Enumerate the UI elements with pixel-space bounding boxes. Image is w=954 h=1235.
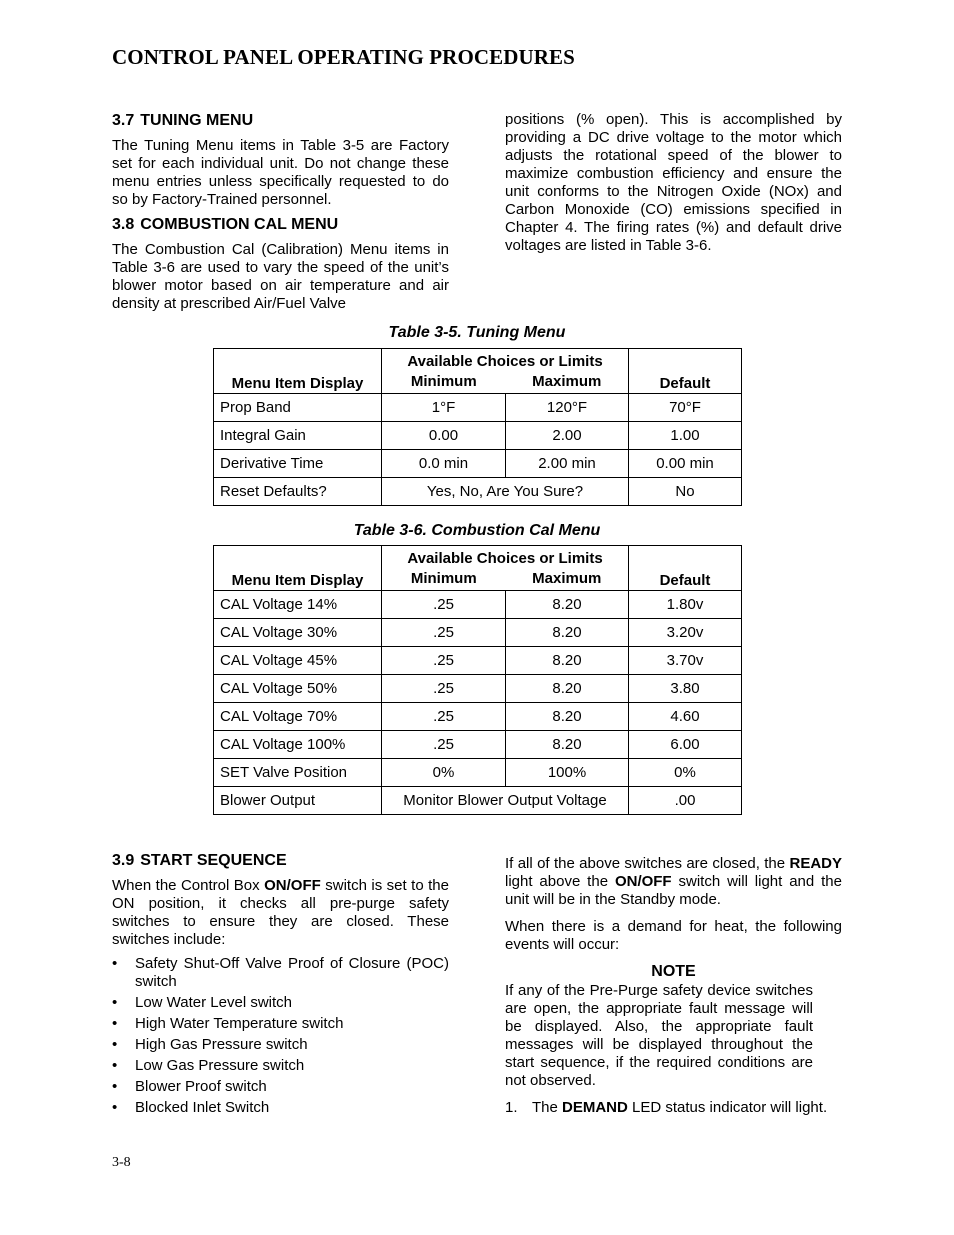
list-item: • High Gas Pressure switch (112, 1036, 308, 1053)
demand-paragraph: When there is a demand for heat, the following events will occur: (505, 918, 842, 953)
switch-list (112, 955, 449, 1117)
col-header-item: Menu Item Display (214, 349, 382, 394)
tuning-menu-table (213, 348, 742, 506)
table-row: CAL Voltage 45% .25 8.20 3.70v (214, 647, 742, 675)
table-row: CAL Voltage 30% .25 8.20 3.20v (214, 619, 742, 647)
ready-paragraph: If all of the above switches are closed, the READY light above the ON/OFF switch will light and the unit will be in the Standby mode. (505, 855, 842, 908)
list-item: • Low Water Level switch (112, 994, 293, 1011)
combustion-cal-table (213, 545, 742, 815)
table-row: CAL Voltage 100% .25 8.20 6.00 (214, 731, 742, 759)
table-row: CAL Voltage 14% .25 8.20 1.80v (214, 591, 742, 619)
section-3-7-heading: 3.7 TUNING MENU (112, 112, 254, 129)
col-header-group: Available Choices or Limits (382, 546, 629, 569)
left-column-top (112, 111, 449, 319)
note-title: NOTE (651, 963, 696, 980)
left-column-bottom (112, 851, 449, 1120)
col-header-group: Available Choices or Limits (382, 349, 629, 372)
list-item: • Safety Shut-Off Valve Proof of Closure (POC) switch (112, 955, 449, 990)
table-row: CAL Voltage 50% .25 8.20 3.80 (214, 675, 742, 703)
col-header-default: Default (629, 349, 742, 394)
col-header-max: Maximum (506, 371, 629, 394)
table-row: SET Valve Position 0% 100% 0% (214, 759, 742, 787)
section-3-9-heading: 3.9 START SEQUENCE (112, 852, 287, 869)
table-row: Blower Output Monitor Blower Output Voltage .00 (214, 787, 742, 815)
col-header-item: Menu Item Display (214, 546, 382, 591)
list-item: • Low Gas Pressure switch (112, 1057, 305, 1074)
right-column-bottom (505, 855, 842, 1123)
section-3-8-heading: 3.8 COMBUSTION CAL MENU (112, 216, 339, 233)
table-row: Integral Gain 0.00 2.00 1.00 (214, 422, 742, 450)
step-1: 1. The DEMAND LED status indicator will light. (505, 1099, 828, 1116)
table-row: Reset Defaults? Yes, No, Are You Sure? No (214, 478, 742, 506)
section-3-9-intro: When the Control Box ON/OFF switch is set to the ON position, it checks all pre-purge safety switches to ensure they are closed. These switches include: (112, 877, 449, 948)
table-row: Derivative Time 0.0 min 2.00 min 0.00 min (214, 450, 742, 478)
col-header-max: Maximum (506, 568, 629, 591)
table-row: CAL Voltage 70% .25 8.20 4.60 (214, 703, 742, 731)
section-3-7-body: The Tuning Menu items in Table 3-5 are Factory set for each individual unit. Do not change these menu entries unless specifically requested to do so by Factory-Trained personnel. (112, 137, 449, 208)
table-row: Prop Band 1°F 120°F 70°F (214, 394, 742, 422)
table-3-5-caption: Table 3-5. Tuning Menu (388, 324, 566, 341)
list-item: • High Water Temperature switch (112, 1015, 344, 1032)
section-3-8-body-left: The Combustion Cal (Calibration) Menu items in Table 3-6 are used to vary the speed of the unit’s blower motor based on air temperature and air density at prescribed Air/Fuel Valve (112, 241, 449, 312)
table-3-6-caption: Table 3-6. Combustion Cal Menu (353, 522, 601, 539)
col-header-min: Minimum (382, 371, 506, 394)
page-number: 3-8 (112, 1155, 131, 1170)
section-3-8-body-right: positions (% open). This is accomplished by providing a DC drive voltage to the motor which adjusts the rotational speed of the blower to maximize combustion efficiency and ensure the unit conforms to the Nitrogen Oxide (NOx) and Carbon Monoxide (CO) emissions specified in Chapter 4. The firing rates (%) and default drive voltages are listed in Table 3-6. (505, 111, 842, 254)
col-header-default: Default (629, 546, 742, 591)
list-item: • Blocked Inlet Switch (112, 1099, 270, 1116)
right-column-top (505, 111, 842, 261)
col-header-min: Minimum (382, 568, 506, 591)
list-item: • Blower Proof switch (112, 1078, 267, 1095)
note-text: If any of the Pre-Purge safety device switches are open, the appropriate fault message will be displayed. Also, the appropriate fault messages will be displayed throughout the start sequence, if the required conditions are not observed. (505, 982, 813, 1089)
page-title: CONTROL PANEL OPERATING PROCEDURES (112, 45, 575, 69)
